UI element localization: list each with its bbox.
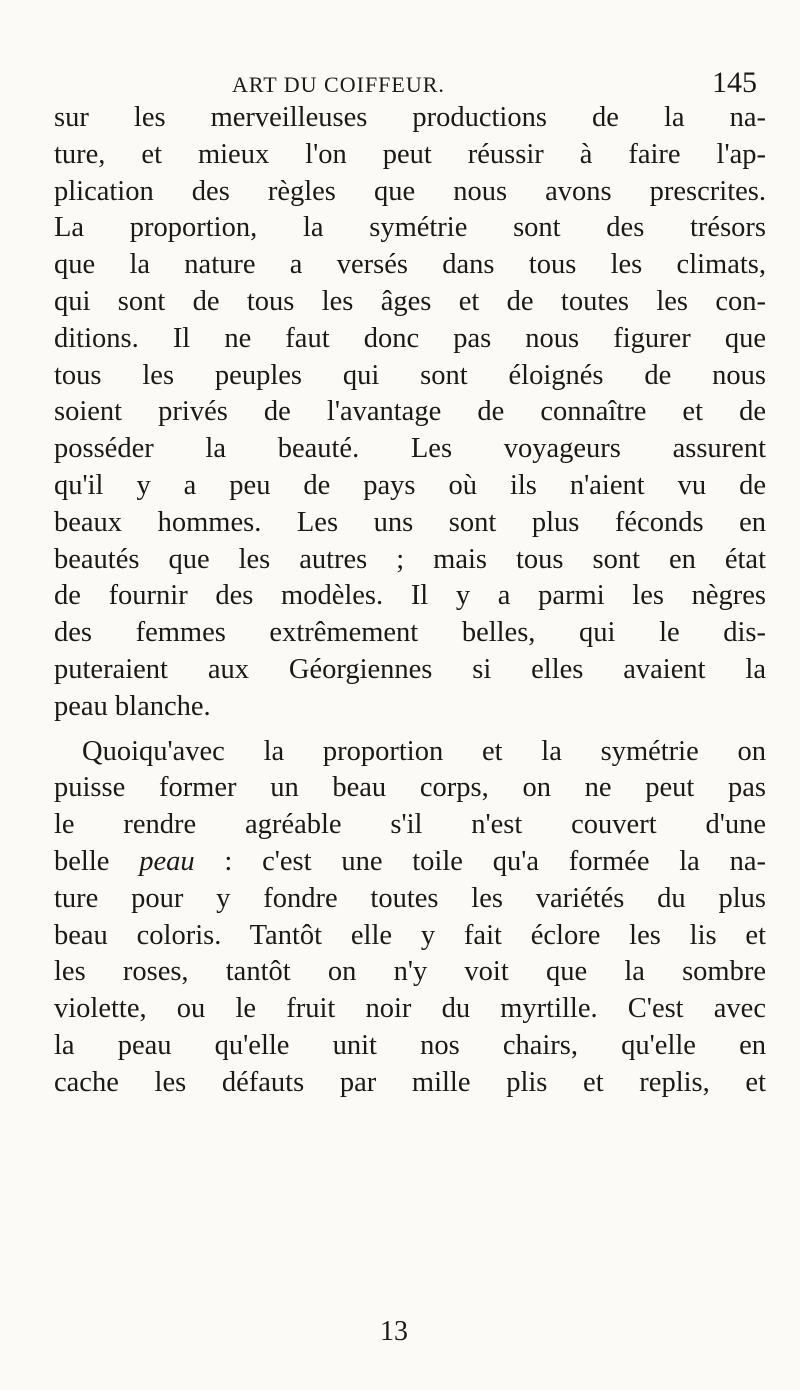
text-line: plication des règles que nous avons prescrites. [54,175,766,207]
text-line: puteraient aux Géorgiennes si elles avaient la [54,653,766,685]
text-segment: : c'est une toile qu'a formée la na- [194,845,767,877]
text-line: beautés que les autres ; mais tous sont en état [54,543,766,575]
text-line: soient privés de l'avantage de connaître et de [54,396,766,428]
text-segment: belle [54,845,140,877]
text-line: violette, ou le fruit noir du myrtille. C'est avec [54,993,766,1025]
text-line: La proportion, la symétrie sont des trésors [54,212,766,244]
running-title: ART DU COIFFEUR. [232,72,445,97]
text-line: puisse former un beau corps, on ne peut pas [54,772,766,804]
text-line: qui sont de tous les âges et de toutes les con- [54,285,766,317]
text-line: peau blanche. [54,690,211,722]
text-line: Quoiqu'avec la proportion et la symétrie on [82,735,766,767]
text-line: cache les défauts par mille plis et replis, et [54,1066,766,1098]
signature-mark: 13 [380,1316,408,1347]
page-number: 145 [712,66,757,99]
italic-word: peau [139,845,195,877]
text-line: que la nature a versés dans tous les climats, [54,249,766,281]
text-line: posséder la beauté. Les voyageurs assurent [54,433,766,465]
text-line: ture pour y fondre toutes les variétés du plus [54,882,766,914]
text-line: tous les peuples qui sont éloignés de nous [54,359,766,391]
text-line: sur les merveilleuses productions de la na- [54,102,766,133]
text-line: de fournir des modèles. Il y a parmi les nègres [54,580,766,612]
text-line: les roses, tantôt on n'y voit que la sombre [54,956,766,988]
text-line: ditions. Il ne faut donc pas nous figurer que [54,322,766,354]
body-text [54,100,766,1102]
text-line: beau coloris. Tantôt elle y fait éclore les lis et [54,919,766,951]
text-line: des femmes extrêmement belles, qui le dis- [54,617,766,649]
text-line: le rendre agréable s'il n'est couvert d'une [54,809,766,841]
text-line-with-italic [54,844,766,881]
text-line: la peau qu'elle unit nos chairs, qu'elle en [54,1029,766,1061]
text-line: ture, et mieux l'on peut réussir à faire l'ap- [54,138,766,170]
text-line: qu'il y a peu de pays où ils n'aient vu de [54,469,766,501]
text-line: beaux hommes. Les uns sont plus féconds en [54,506,766,538]
